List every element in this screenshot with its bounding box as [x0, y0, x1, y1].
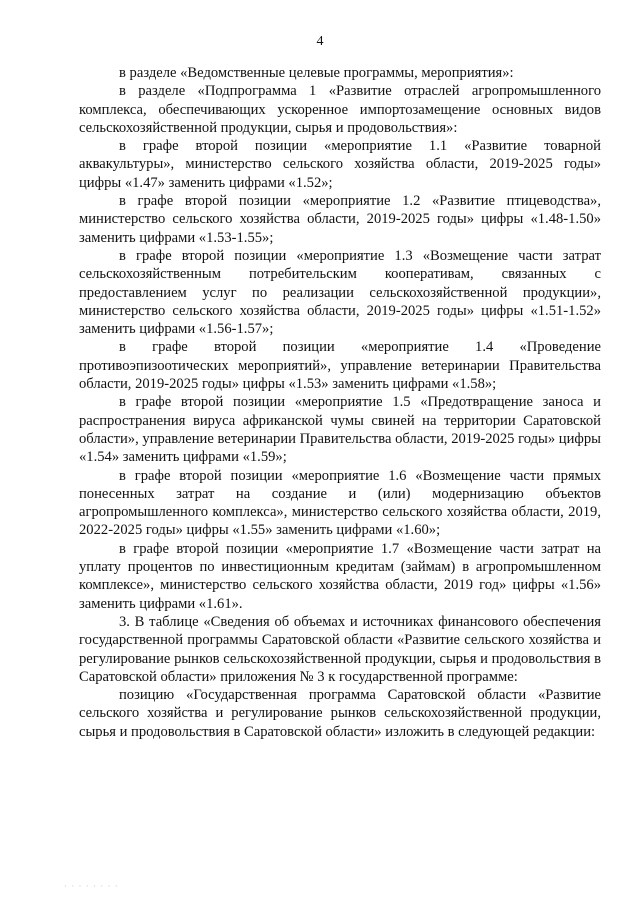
paragraph-measure-1-3: в графе второй позиции «мероприятие 1.3 «Возмещение части затрат сельскохозяйственным потребительским кооперативам, связанных с предоставлением услуг по реализации сельскохозяйственной продукции», министерство сельского хозяйства области, 2019-2025 годы» цифры «1.51-1.52» заменить цифрами «1.56-1.57»; — [79, 247, 601, 338]
paragraph-measure-1-2: в графе второй позиции «мероприятие 1.2 «Развитие птицеводства», министерство сельского хозяйства области, 2019-2025 годы» цифры «1.48-1.50» заменить цифрами «1.53-1.55»; — [79, 193, 601, 246]
paragraph-item-3: 3. В таблице «Сведения об объемах и источниках финансового обеспечения государственной программы Саратовской области «Развитие сельского хозяйства и регулирование рынков сельскохозяйственной продукции, сырья и продовольствия в Саратовской области» приложения № 3 к государственной программе: — [79, 613, 601, 685]
paragraph-measure-1-4: в графе второй позиции «мероприятие 1.4 «Проведение противоэпизоотических мероприятий», управление ветеринарии Правительства области, 2019-2025 годы» цифры «1.53» заменить цифрами «1.58»; — [79, 339, 601, 393]
scan-footer-mark: · · · · · · · · — [64, 881, 119, 891]
paragraph-measure-1-5: в графе второй позиции «мероприятие 1.5 «Предотвращение заноса и распространения вируса африканской чумы свиней на территории Саратовской области», управление ветеринарии Правительства области, 2019-2025 годы» цифры «1.54» заменить цифрами «1.59»; — [79, 394, 601, 466]
paragraph-measure-1-6: в графе второй позиции «мероприятие 1.6 «Возмещение части прямых понесенных затрат на создание и (или) модернизацию объектов агропромышленного комплекса», министерство сельского хозяйства области, 2019, 2022-2025 годы» цифры «1.55» заменить цифрами «1.60»; — [79, 467, 601, 539]
paragraph-section-heading: в разделе «Ведомственные целевые программы, мероприятия»: — [119, 65, 514, 81]
paragraph-subprogram-1: в разделе «Подпрограмма 1 «Развитие отраслей агропромышленного комплекса, обеспечивающих ускоренное импортозамещение основных видов сельскохозяйственной продукции, сырья и продовольствия»: — [79, 83, 601, 136]
paragraph-measure-1-1: в графе второй позиции «мероприятие 1.1 «Развитие товарной аквакультуры», министерство сельского хозяйства области, 2019-2025 годы» цифры «1.47» заменить цифрами «1.52»; — [79, 138, 601, 191]
paragraph-position-state-program: позицию «Государственная программа Саратовской области «Развитие сельского хозяйства и регулирование рынков сельскохозяйственной продукции, сырья и продовольствия в Саратовской области» изложить в следующей редакции: — [79, 687, 601, 740]
page-number: 4 — [316, 34, 324, 49]
document-body — [79, 64, 601, 741]
paragraph-measure-1-7: в графе второй позиции «мероприятие 1.7 «Возмещение части затрат на уплату процентов по инвестиционным кредитам (займам) в агропромышленном комплексе», министерство сельского хозяйства области, 2019 год» цифры «1.56» заменить цифрами «1.61». — [79, 540, 601, 612]
